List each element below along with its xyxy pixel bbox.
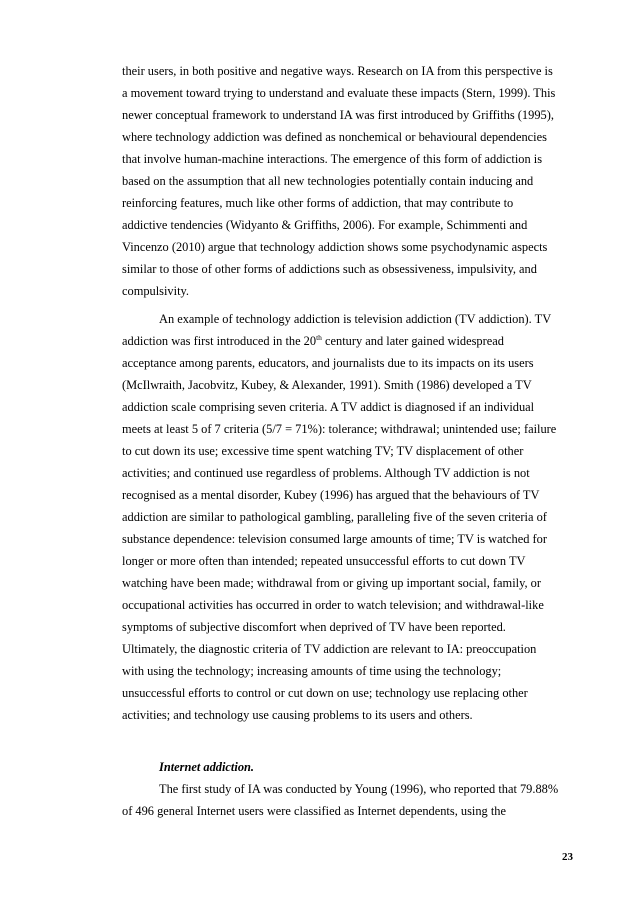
paragraph-first-line: The first study of IA was conducted by Young (1996), who reported that 79.88%	[159, 782, 559, 796]
text-line: (McIlwraith, Jacobvitz, Kubey, & Alexander, 1991). Smith (1986) developed a TV	[122, 378, 532, 392]
text-line: occupational activities has occurred in order to watch television; and withdrawal-like	[122, 598, 544, 612]
text-line: that involve human-machine interactions. The emergence of this form of addiction is	[122, 152, 543, 166]
text-line: symptoms of subjective discomfort when deprived of TV have been reported.	[122, 620, 506, 634]
superscript: th	[316, 333, 322, 342]
paragraph-first-line: An example of technology addiction is television addiction (TV addiction). TV	[159, 312, 552, 326]
text-segment: addiction was first introduced in the 20	[122, 334, 317, 348]
text-line: of 496 general Internet users were classified as Internet dependents, using the	[122, 804, 506, 818]
text-line: meets at least 5 of 7 criteria (5/7 = 71%): tolerance; withdrawal; unintended use; failure	[122, 422, 557, 436]
text-line: newer conceptual framework to understand IA was first introduced by Griffiths (1995),	[122, 108, 554, 122]
text-line-with-superscript	[122, 333, 504, 349]
text-line: their users, in both positive and negative ways. Research on IA from this perspective is	[122, 64, 553, 78]
text-line: acceptance among parents, educators, and journalists due to its impacts on its users	[122, 356, 534, 370]
text-line: activities; and technology use causing problems to its users and others.	[122, 708, 473, 722]
text-line: similar to those of other forms of addictions such as obsessiveness, impulsivity, and	[122, 262, 537, 276]
text-line: compulsivity.	[122, 284, 189, 298]
text-line: Vincenzo (2010) argue that technology addiction shows some psychodynamic aspects	[122, 240, 548, 254]
text-line: unsuccessful efforts to control or cut down on use; technology use replacing other	[122, 686, 528, 700]
text-line: addiction are similar to pathological gambling, paralleling five of the seven criteria of	[122, 510, 547, 524]
text-line: longer or more often than intended; repeated unsuccessful efforts to cut down TV	[122, 554, 526, 568]
text-line: a movement toward trying to understand and evaluate these impacts (Stern, 1999). This	[122, 86, 556, 100]
page-number: 23	[562, 851, 573, 863]
text-segment: century and later gained widespread	[321, 334, 504, 348]
text-line: where technology addiction was defined as nonchemical or behavioural dependencies	[122, 130, 547, 144]
text-line: addiction scale comprising seven criteria. A TV addict is diagnosed if an individual	[122, 400, 535, 414]
text-line: substance dependence: television consumed large amounts of time; TV is watched for	[122, 532, 547, 546]
text-line: based on the assumption that all new technologies potentially contain inducing and	[122, 174, 534, 188]
text-line: watching have been made; withdrawal from or giving up important social, family, or	[122, 576, 541, 590]
text-line: activities; and continued use regardless of problems. Although TV addiction is not	[122, 466, 530, 480]
text-line: to cut down its use; excessive time spent watching TV; TV displacement of other	[122, 444, 524, 458]
text-line: recognised as a mental disorder, Kubey (1996) has argued that the behaviours of TV	[122, 488, 540, 502]
text-line: addictive tendencies (Widyanto & Griffiths, 2006). For example, Schimmenti and	[122, 218, 528, 232]
text-line: with using the technology; increasing amounts of time using the technology;	[122, 664, 502, 678]
text-line: Ultimately, the diagnostic criteria of TV addiction are relevant to IA: preoccupation	[122, 642, 537, 656]
section-heading: Internet addiction.	[159, 760, 255, 774]
text-line: reinforcing features, much like other forms of addiction, that may contribute to	[122, 196, 514, 210]
